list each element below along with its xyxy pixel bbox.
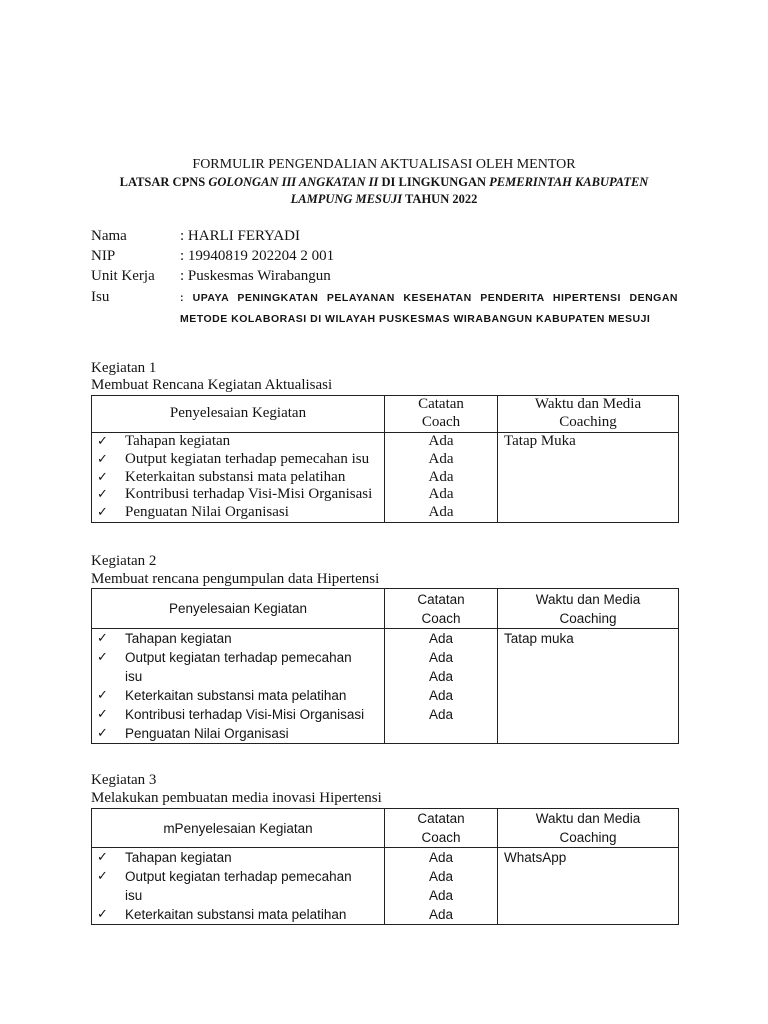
kegiatan-heading: Kegiatan 1 (91, 360, 157, 376)
check-icon (97, 724, 108, 743)
checklist-text: Output kegiatan terhadap pemecahan isu (125, 650, 352, 684)
header-text: Coach (421, 610, 461, 626)
subtitle-segment-italic: PEMERINTAH KABUPATEN (489, 174, 649, 189)
nama-value: HARLI FERYADI (187, 228, 301, 244)
check-icon (97, 867, 108, 886)
table-header-row (92, 589, 679, 629)
form-subtitle-line (0, 174, 768, 192)
check-icon (97, 469, 108, 487)
catatan-cell (385, 848, 498, 925)
kegiatan-table (91, 588, 679, 744)
col-header-penyelesaian (92, 589, 385, 629)
form-subtitle-line (0, 191, 768, 209)
table-row (92, 848, 679, 925)
subtitle-segment-italic: LAMPUNG MESUJI (290, 192, 403, 206)
info-value (180, 227, 300, 245)
check-icon (97, 648, 108, 667)
catatan-value: Ada (428, 688, 454, 703)
checklist-item (92, 705, 384, 724)
subtitle-segment: TAHUN 2022 (405, 192, 478, 206)
col-header-catatan (385, 589, 498, 629)
info-row-unit-kerja (91, 267, 678, 287)
col-header-catatan (385, 396, 498, 433)
checklist-item (92, 848, 384, 867)
catatan-value: Ada (428, 869, 454, 884)
kegiatan-title: Membuat rencana pengumpulan data Hipertensi (91, 571, 380, 587)
check-icon (97, 504, 108, 522)
checklist-item (92, 629, 384, 648)
header-text: Penyelesaian Kegiatan (168, 601, 308, 616)
col-header-penyelesaian (92, 809, 385, 848)
catatan-value: Ada (428, 907, 454, 922)
checklist-text: Kontribusi terhadap Visi-Misi Organisasi (125, 486, 373, 503)
info-label: Nama (91, 228, 127, 244)
header-text: Waktu dan Media (534, 396, 642, 413)
info-value (180, 247, 334, 265)
separator: : (180, 268, 185, 284)
header-text: Catatan (417, 591, 465, 607)
waktu-cell (498, 629, 679, 744)
waktu-cell (498, 433, 679, 523)
header-text: Waktu dan Media (535, 811, 641, 826)
info-label: Isu (91, 289, 110, 305)
col-header-waktu (498, 396, 679, 433)
table-header-row (92, 396, 679, 433)
catatan-value: Ada (428, 888, 454, 903)
checklist-item (92, 867, 384, 905)
checklist-text: Kontribusi terhadap Visi-Misi Organisasi (125, 707, 365, 722)
header-text: Catatan (418, 396, 464, 413)
nip-value: 19940819 202204 2 001 (187, 248, 335, 264)
kegiatan-title: Membuat Rencana Kegiatan Aktualisasi (91, 377, 333, 393)
check-icon (97, 905, 108, 924)
header-text: Coach (421, 414, 461, 430)
form-title: FORMULIR PENGENDALIAN AKTUALISASI OLEH MENTOR (192, 157, 576, 172)
info-label: Unit Kerja (91, 268, 155, 284)
waktu-value: Tatap Muka (504, 433, 576, 449)
separator: : (180, 248, 185, 264)
check-icon (97, 686, 108, 705)
header-text: Coaching (559, 414, 617, 430)
isu-value (180, 288, 678, 330)
info-value (180, 267, 331, 285)
check-icon (97, 486, 108, 504)
header-text: Coach (421, 830, 461, 845)
catatan-value: Ada (428, 433, 454, 449)
checklist-cell (92, 848, 385, 925)
col-header-catatan (385, 809, 498, 848)
waktu-value: Tatap muka (504, 631, 574, 646)
header-text: Waktu dan Media (535, 591, 641, 607)
check-icon (97, 629, 108, 648)
separator: : (180, 228, 185, 244)
checklist-text: Tahapan kegiatan (125, 433, 231, 449)
checklist-text: Output kegiatan terhadap pemecahan isu (125, 869, 352, 903)
header-text: Penyelesaian Kegiatan (169, 405, 307, 422)
checklist-item (92, 433, 384, 451)
waktu-cell (498, 848, 679, 925)
checklist-text: Tahapan kegiatan (125, 850, 232, 865)
checklist-item (92, 905, 384, 924)
header-text: Catatan (417, 811, 465, 826)
kegiatan-heading: Kegiatan 2 (91, 553, 157, 569)
separator: : (180, 292, 184, 304)
catatan-cell (385, 433, 498, 523)
checklist-cell (92, 629, 385, 744)
checklist-item (92, 686, 384, 705)
form-title-block (0, 156, 768, 209)
checklist-text: Keterkaitan substansi mata pelatihan (125, 907, 347, 922)
waktu-value: WhatsApp (504, 850, 567, 865)
checklist-cell (92, 433, 385, 523)
checklist-item (92, 504, 384, 522)
header-text: Coaching (559, 610, 617, 626)
col-header-penyelesaian (92, 396, 385, 433)
kegiatan-table (91, 808, 679, 925)
table-header-row (92, 809, 679, 848)
unit-kerja-value: Puskesmas Wirabangun (187, 268, 331, 284)
catatan-value: Ada (428, 669, 454, 684)
header-text: Coaching (559, 830, 617, 845)
checklist-item (92, 724, 384, 743)
isu-text: UPAYA PENINGKATAN PELAYANAN KESEHATAN PENDERITA HIPERTENSI DENGAN METODE KOLABORASI DI WILAYAH PUSKESMAS WIRABANGUN KABUPATEN MESUJI (180, 292, 679, 325)
catatan-cell (385, 629, 498, 744)
check-icon (97, 451, 108, 469)
info-row-isu (91, 288, 678, 332)
kegiatan-title: Melakukan pembuatan media inovasi Hipertensi (91, 790, 382, 806)
table-row (92, 629, 679, 744)
col-header-waktu (498, 809, 679, 848)
kegiatan-heading: Kegiatan 3 (91, 772, 157, 788)
catatan-value: Ada (428, 450, 454, 467)
catatan-value: Ada (428, 650, 454, 665)
info-row-nama (91, 227, 678, 247)
info-row-nip (91, 247, 678, 267)
check-icon (97, 433, 108, 451)
info-label: NIP (91, 248, 116, 264)
header-text: mPenyelesaian Kegiatan (163, 820, 313, 836)
col-header-waktu (498, 589, 679, 629)
checklist-text: Penguatan Nilai Organisasi (125, 504, 289, 521)
checklist-item (92, 451, 384, 469)
subtitle-segment: LATSAR CPNS (119, 174, 206, 189)
checklist-text: Keterkaitan substansi mata pelatihan (125, 688, 347, 703)
table-row (92, 433, 679, 523)
catatan-value: Ada (428, 468, 454, 485)
subtitle-segment: DI LINGKUNGAN (381, 174, 487, 189)
checklist-text: Penguatan Nilai Organisasi (125, 726, 289, 741)
checklist-text: Tahapan kegiatan (125, 631, 232, 646)
checklist-item (92, 648, 384, 686)
check-icon (97, 705, 108, 724)
catatan-value: Ada (428, 486, 454, 503)
subtitle-segment-italic: GOLONGAN III ANGKATAN II (208, 174, 379, 189)
catatan-value: Ada (428, 504, 454, 521)
catatan-value: Ada (428, 707, 454, 722)
check-icon (97, 848, 108, 867)
catatan-value: Ada (428, 850, 454, 865)
catatan-value: Ada (428, 631, 454, 646)
checklist-item (92, 486, 384, 504)
checklist-item (92, 469, 384, 487)
checklist-text: Keterkaitan substansi mata pelatihan (125, 468, 346, 485)
checklist-text: Output kegiatan terhadap pemecahan isu (125, 450, 370, 467)
kegiatan-table (91, 395, 679, 523)
